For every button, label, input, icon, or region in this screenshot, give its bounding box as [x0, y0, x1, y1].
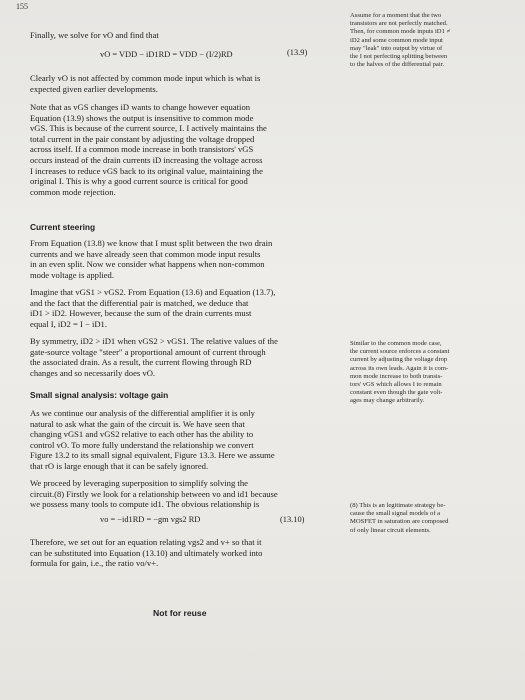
clearly-paragraph: Clearly vO is not affected by common mode input which is what is expected given earlier developments. [30, 73, 261, 94]
equation-13-9: vO = VDD − iD1RD = VDD − (I/2)RD [100, 50, 233, 59]
steering-paragraph-2: Imagine that vGS1 > vGS2. From Equation (13.6) and Equation (13.7), and the fact that the differential pair is matched, we deduce that iD1 > iD2. However, because the sum of the drain currents must equal I, iD2 = I − iD1. [30, 287, 276, 329]
margin-note-matching: Assume for a moment that the two transistors are not perfectly matched. Then, for common mode inputs iD1 ≠ iD2 and some common mode input may "leak" into output by virtue of the I not perfecting splitting between to the halves of the differential pair. [350, 12, 451, 69]
steering-paragraph-3: By symmetry, iD2 > iD1 when vGS2 > vGS1. The relative values of the gate-source voltage "steer" a proportional amount of current through the associated drain. As a result, the current flowing through RD changes and so necessarily does vO. [30, 336, 278, 378]
steering-paragraph-1: From Equation (13.8) we know that I must split between the two drain currents and we have already seen that common mode input results in an even split. Now we consider what happens when non-common mode voltage is applied. [30, 238, 273, 280]
heading-voltage-gain: Small signal analysis: voltage gain [30, 390, 169, 400]
footer-not-for-reuse: Not for reuse [153, 608, 207, 618]
margin-note-common-mode: Similar to the common mode case, the current source enforces a constant current by adjusting the voltage drop across its own leads. Again it is com- mon mode increase to both transis- tors' vGS which allows I to remain constant even though the gate volt- ages may change arbitrarily. [350, 340, 450, 405]
margin-note-footnote-8: (8) This is an legitimate strategy be- cause the small signal models of a MOSFET in saturation are composed of only linear circuit elements. [350, 502, 449, 534]
equation-13-9-number: (13.9) [287, 48, 308, 57]
heading-current-steering: Current steering [30, 222, 96, 232]
note-paragraph: Note that as vGS changes iD wants to change however equation Equation (13.9) shows the output is insensitive to common mode vGS. This is because of the current source, I. I actively maintains the total current in the pair constant by adjusting the voltage dropped across itself. If a common mode increase in both transistors' vGS occurs instead of the drain currents iD increasing the voltage across I increases to reduce vGS back to its original value, maintaining the original I. This is why a good current source is critical for good common mode rejection. [30, 102, 267, 197]
gain-paragraph-3: Therefore, we set out for an equation relating vgs2 and v+ so that it can be substituted into Equation (13.10) and ultimately worked into formula for gain, i.e., the ratio vo/v+. [30, 537, 263, 569]
page-number: 155 [16, 2, 28, 11]
equation-13-10: vo = −id1RD = −gm vgs2 RD [100, 515, 201, 524]
gain-paragraph-2: We proceed by leveraging superposition to simplify solving the circuit.(8) Firstly we look for a relationship between vo and id1 because we possess many tools to compute id1. The obvious relationship is [30, 478, 278, 510]
equation-13-10-number: (13.10) [280, 515, 305, 524]
intro-paragraph: Finally, we solve for vO and find that [30, 30, 159, 40]
gain-paragraph-1: As we continue our analysis of the differential amplifier it is only natural to ask what the gain of the circuit is. We have seen that changing vGS1 and vGS2 relative to each other has the ability to control vO. To more fully understand the relationship we convert Figure 13.2 to its small signal equivalent, Figure 13.3. Here we assume that rO is large enough that it can be safely ignored. [30, 408, 275, 471]
